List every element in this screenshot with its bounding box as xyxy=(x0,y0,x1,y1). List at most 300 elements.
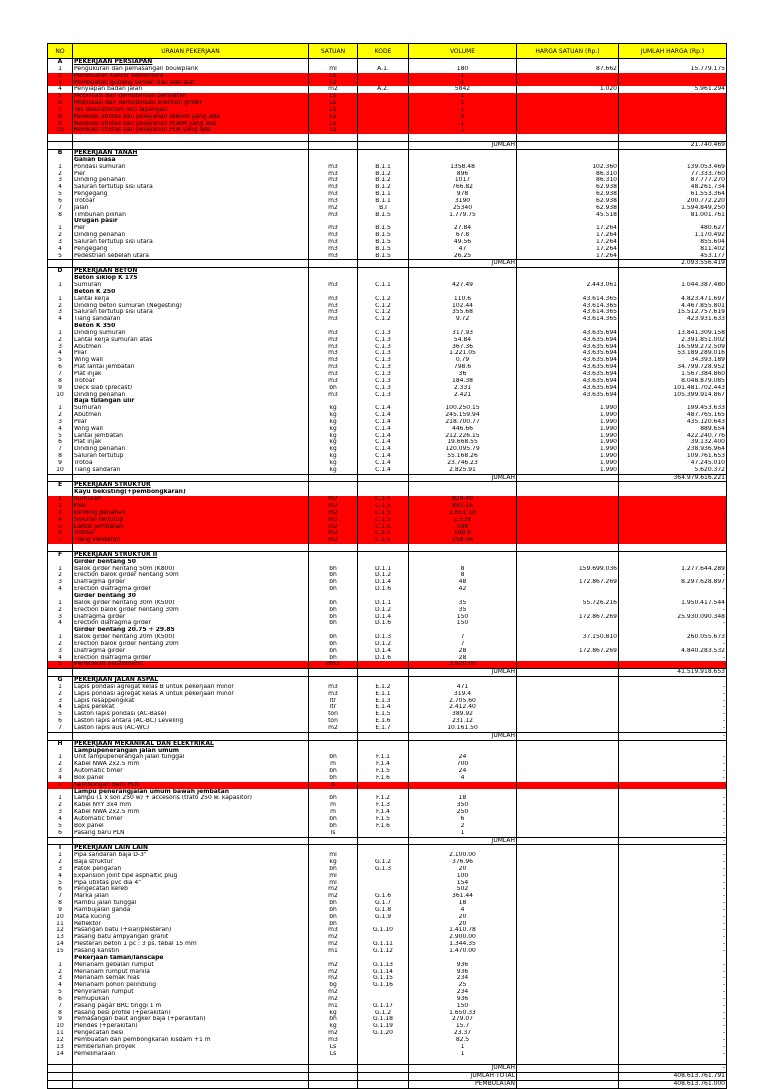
cell-volume xyxy=(409,789,517,796)
cell-no: 2 xyxy=(48,641,73,648)
cell-harga xyxy=(517,996,619,1003)
cell-satuan: m3 xyxy=(309,684,358,691)
cell-uraian: Timbunan pilihan xyxy=(73,212,309,219)
cell-harga: 1.990 xyxy=(517,419,619,426)
cell-volume xyxy=(409,544,517,551)
cell-no xyxy=(48,289,73,296)
cell-no: 5 xyxy=(48,989,73,996)
cell-jumlah: 423.931.633 xyxy=(619,316,727,323)
cell-jumlah: - xyxy=(619,754,727,761)
table-row xyxy=(48,866,727,873)
cell-satuan xyxy=(309,955,358,962)
cell-uraian xyxy=(73,669,309,677)
cell-kode: C.1.3 xyxy=(358,392,409,399)
cell-harga: 17.264 xyxy=(517,253,619,260)
cell-kode: G.1.14 xyxy=(358,969,409,976)
cell-jumlah: 1.950.417.544 xyxy=(619,600,727,607)
cell-volume: 798.6 xyxy=(409,364,517,371)
cell-jumlah xyxy=(619,275,727,282)
cell-no xyxy=(48,398,73,405)
cell-volume: 1 xyxy=(409,830,517,837)
table-row xyxy=(48,303,727,310)
table-row xyxy=(48,969,727,976)
cell-jumlah: 5.961.294 xyxy=(619,86,727,93)
cell-kode xyxy=(358,934,409,941)
cell-no: 3 xyxy=(48,419,73,426)
cell-jumlah: - xyxy=(619,975,727,982)
table-row xyxy=(48,579,727,586)
cell-volume: JUMLAH xyxy=(409,732,517,740)
cell-jumlah: - xyxy=(619,1003,727,1010)
cell-kode: C.1.4 xyxy=(358,467,409,474)
cell-satuan xyxy=(309,157,358,164)
subsection-row xyxy=(48,627,727,634)
cell-satuan: Ls xyxy=(309,121,358,128)
cell-volume: 234 xyxy=(409,989,517,996)
cell-uraian: Erection diafragma girder xyxy=(73,655,309,662)
cell-satuan: m3 xyxy=(309,350,358,357)
cell-jumlah: - xyxy=(619,661,727,668)
table-row xyxy=(48,73,727,80)
cell-uraian: Girder bentang 20.75 + 29.85 xyxy=(73,627,309,634)
cell-harga: 62.938 xyxy=(517,191,619,198)
cell-harga xyxy=(517,496,619,503)
cell-uraian xyxy=(73,142,309,150)
cell-volume: 8 xyxy=(409,566,517,573)
cell-harga xyxy=(517,482,619,489)
table-row xyxy=(48,927,727,934)
cell-no xyxy=(48,134,73,141)
cell-volume: 19.668.55 xyxy=(409,439,517,446)
cell-no: 12 xyxy=(48,1037,73,1044)
cell-kode: C.1.3 xyxy=(358,344,409,351)
cell-jumlah: - xyxy=(619,572,727,579)
cell-satuan: bh xyxy=(309,572,358,579)
cell-volume: 1.221.05 xyxy=(409,350,517,357)
cell-uraian: PEKERJAAN TANAH xyxy=(73,149,309,156)
cell-uraian xyxy=(73,732,309,740)
cell-uraian: PEKERJAAN MEKANIKAL DAN ELEKTRIKAL xyxy=(73,740,309,747)
table-row xyxy=(48,253,727,260)
cell-no: I xyxy=(48,845,73,852)
header-harga: HARGA SATUAN (Rp.) xyxy=(517,44,619,59)
cell-kode xyxy=(358,474,409,482)
subsection-row xyxy=(48,218,727,225)
cell-harga: 17.264 xyxy=(517,232,619,239)
cell-harga xyxy=(517,866,619,873)
cell-harga xyxy=(517,134,619,141)
cell-jumlah: - xyxy=(619,510,727,517)
cell-no: 9 xyxy=(48,1016,73,1023)
cell-harga xyxy=(517,934,619,941)
table-row xyxy=(48,239,727,246)
cell-kode: G.1.11 xyxy=(358,941,409,948)
cell-volume: 893.16 xyxy=(409,503,517,510)
cell-harga: 1.990 xyxy=(517,446,619,453)
cell-kode xyxy=(358,921,409,928)
cell-satuan: kg xyxy=(309,439,358,446)
cell-uraian: Pilar xyxy=(73,503,309,510)
cell-harga xyxy=(517,1073,619,1081)
cell-kode: B.1.5 xyxy=(358,225,409,232)
cell-volume: 27.84 xyxy=(409,225,517,232)
cell-kode: E.1.6 xyxy=(358,718,409,725)
cell-jumlah: 25.930.090.348 xyxy=(619,614,727,621)
cell-uraian: Pilar xyxy=(73,350,309,357)
table-row xyxy=(48,996,727,1003)
cell-jumlah: 101.481.702.443 xyxy=(619,385,727,392)
cell-harga xyxy=(517,620,619,627)
cell-kode xyxy=(358,782,409,789)
cell-uraian: Rambu jalan tunggal xyxy=(73,900,309,907)
section-title-row xyxy=(48,149,727,156)
cell-harga xyxy=(517,93,619,100)
spacer-row xyxy=(48,1058,727,1065)
cell-jumlah: 1.594.849.250 xyxy=(619,205,727,212)
cell-satuan: m xyxy=(309,761,358,768)
cell-jumlah xyxy=(619,482,727,489)
cell-satuan xyxy=(309,275,358,282)
cell-volume: 355.68 xyxy=(409,309,517,316)
table-row xyxy=(48,684,727,691)
cell-harga xyxy=(517,572,619,579)
cell-uraian: Beton siklop K 175 xyxy=(73,275,309,282)
cell-volume xyxy=(409,740,517,747)
cell-uraian: Dinding penahan xyxy=(73,510,309,517)
cell-harga xyxy=(517,268,619,275)
cell-harga xyxy=(517,782,619,789)
cell-no: 2 xyxy=(48,303,73,310)
table-row xyxy=(48,641,727,648)
cell-no: 7 xyxy=(48,725,73,732)
cell-volume: 7 xyxy=(409,634,517,641)
cell-uraian: Baja tulangan ulir xyxy=(73,398,309,405)
cell-kode xyxy=(358,289,409,296)
cell-harga: 43.635.694 xyxy=(517,392,619,399)
cell-uraian: Lantai jembatan xyxy=(73,524,309,531)
cell-volume: 896 xyxy=(409,171,517,178)
cell-uraian: Lapis resappengikat xyxy=(73,698,309,705)
cell-satuan xyxy=(309,1065,358,1073)
cell-satuan: bh xyxy=(309,648,358,655)
cell-no: 6 xyxy=(48,439,73,446)
table-row xyxy=(48,704,727,711)
cell-volume xyxy=(409,149,517,156)
cell-kode: D.1.6 xyxy=(358,586,409,593)
cell-jumlah: - xyxy=(619,698,727,705)
cell-jumlah xyxy=(619,121,727,128)
cell-jumlah: 4.823.471.697 xyxy=(619,296,727,303)
cell-no: 3 xyxy=(48,809,73,816)
cell-no xyxy=(48,1058,73,1065)
cell-jumlah: 199.453.633 xyxy=(619,405,727,412)
cell-satuan: kg xyxy=(309,405,358,412)
cell-uraian: Pier xyxy=(73,171,309,178)
cell-harga xyxy=(517,893,619,900)
cell-jumlah: - xyxy=(619,948,727,955)
header-volume: VOLUME xyxy=(409,44,517,59)
cell-kode xyxy=(358,830,409,837)
cell-jumlah: 8.048.879.085 xyxy=(619,378,727,385)
table-row xyxy=(48,802,727,809)
table-row xyxy=(48,859,727,866)
cell-satuan xyxy=(309,677,358,684)
cell-no: G xyxy=(48,677,73,684)
table-row xyxy=(48,989,727,996)
cell-volume: 3190 xyxy=(409,198,517,205)
cell-harga xyxy=(517,1003,619,1010)
cell-satuan xyxy=(309,289,358,296)
cell-satuan: bh xyxy=(309,907,358,914)
cell-kode: A.2. xyxy=(358,86,409,93)
cell-uraian: Erection diafragma girder xyxy=(73,586,309,593)
cell-uraian: Pengecatan besi xyxy=(73,1030,309,1037)
cell-uraian: Baja struktur xyxy=(73,859,309,866)
cell-satuan: m3 xyxy=(309,177,358,184)
cell-volume: 1.539 xyxy=(409,517,517,524)
cell-jumlah xyxy=(619,268,727,275)
cell-jumlah xyxy=(619,59,727,66)
cell-no: E xyxy=(48,482,73,489)
cell-kode: C.1.2 xyxy=(358,309,409,316)
table-row xyxy=(48,86,727,93)
cell-volume: 110.6 xyxy=(409,296,517,303)
cell-harga xyxy=(517,260,619,268)
cell-jumlah: - xyxy=(619,607,727,614)
cell-volume: 2.900.00 xyxy=(409,934,517,941)
cell-volume: 49.56 xyxy=(409,239,517,246)
cell-harga: 172.867.269 xyxy=(517,614,619,621)
cell-uraian: Plat injak xyxy=(73,439,309,446)
cell-satuan: bh xyxy=(309,754,358,761)
cell-no: 5 xyxy=(48,823,73,830)
cell-harga xyxy=(517,1023,619,1030)
cell-harga xyxy=(517,1037,619,1044)
cell-uraian: Dinding penahan xyxy=(73,177,309,184)
cell-harga xyxy=(517,1016,619,1023)
cell-no: 4 xyxy=(48,586,73,593)
cell-no xyxy=(48,489,73,496)
cell-uraian: Galian biasa xyxy=(73,157,309,164)
table-row xyxy=(48,907,727,914)
cell-volume: 20 xyxy=(409,914,517,921)
cell-jumlah: - xyxy=(619,586,727,593)
cell-kode: C.1.4 xyxy=(358,426,409,433)
cell-harga xyxy=(517,809,619,816)
cell-harga: 62.938 xyxy=(517,205,619,212)
cell-harga: 17.264 xyxy=(517,225,619,232)
cell-jumlah: - xyxy=(619,1051,727,1058)
cell-no xyxy=(48,955,73,962)
cell-uraian: Pengegang xyxy=(73,246,309,253)
cell-satuan: bg xyxy=(309,982,358,989)
cell-jumlah: 408.613.761.000 xyxy=(619,1081,727,1089)
cell-jumlah: - xyxy=(619,859,727,866)
cell-kode: G.1.6 xyxy=(358,893,409,900)
cell-no: 1 xyxy=(48,405,73,412)
cell-jumlah: 34.799.728.952 xyxy=(619,364,727,371)
cell-jumlah: 811.402 xyxy=(619,246,727,253)
cell-satuan: m2 xyxy=(309,989,358,996)
cell-no: 1 xyxy=(48,296,73,303)
table-row xyxy=(48,357,727,364)
cell-harga: 1.990 xyxy=(517,460,619,467)
cell-volume: 700 xyxy=(409,761,517,768)
cell-kode: D.1.3 xyxy=(358,634,409,641)
cell-satuan: bh xyxy=(309,607,358,614)
cell-jumlah: 34.393.189 xyxy=(619,357,727,364)
cell-kode: A.1. xyxy=(358,66,409,73)
cell-kode: C.1.5 xyxy=(358,496,409,503)
cell-no: 6 xyxy=(48,530,73,537)
cell-volume: 20 xyxy=(409,921,517,928)
cell-kode: D.1.1 xyxy=(358,566,409,573)
cell-kode: F.1.2 xyxy=(358,795,409,802)
cell-volume: 189.6 xyxy=(409,530,517,537)
cell-satuan: kg xyxy=(309,859,358,866)
cell-jumlah xyxy=(619,80,727,87)
cell-uraian: Balok girder hentang 20m (K500) xyxy=(73,634,309,641)
cell-kode: C.1.4 xyxy=(358,419,409,426)
cell-jumlah: - xyxy=(619,775,727,782)
cell-harga xyxy=(517,975,619,982)
table-row xyxy=(48,921,727,928)
cell-harga xyxy=(517,698,619,705)
cell-harga xyxy=(517,289,619,296)
cell-no: 2 xyxy=(48,572,73,579)
cell-harga: 43.635.694 xyxy=(517,344,619,351)
cell-jumlah: 5.620.372 xyxy=(619,467,727,474)
cell-jumlah: - xyxy=(619,809,727,816)
cell-satuan: m2 xyxy=(309,1030,358,1037)
cell-satuan xyxy=(309,142,358,150)
cell-harga xyxy=(517,830,619,837)
cell-harga: 17.264 xyxy=(517,239,619,246)
cell-satuan xyxy=(309,134,358,141)
table-row xyxy=(48,171,727,178)
cell-volume: 100.250.15 xyxy=(409,405,517,412)
cell-volume: 48 xyxy=(409,579,517,586)
cell-jumlah: 16.599.272.509 xyxy=(619,344,727,351)
table-row xyxy=(48,775,727,782)
cell-harga: 43.635.694 xyxy=(517,364,619,371)
cell-uraian: Lampu penerangjalan umum bawah jembatan xyxy=(73,789,309,796)
cell-satuan xyxy=(309,593,358,600)
cell-harga xyxy=(517,510,619,517)
cell-kode xyxy=(358,121,409,128)
cell-no: 9 xyxy=(48,385,73,392)
cell-harga xyxy=(517,593,619,600)
cell-harga: 43.614.365 xyxy=(517,303,619,310)
table-row xyxy=(48,718,727,725)
cell-satuan: kg xyxy=(309,1023,358,1030)
cell-satuan: Ls xyxy=(309,73,358,80)
cell-harga xyxy=(517,775,619,782)
cell-jumlah: 453.177 xyxy=(619,253,727,260)
cell-jumlah: - xyxy=(619,496,727,503)
cell-jumlah: 8.297.628.897 xyxy=(619,579,727,586)
cell-jumlah: 2.391.851.002 xyxy=(619,337,727,344)
cell-satuan: bh xyxy=(309,641,358,648)
cell-volume xyxy=(409,134,517,141)
cell-harga: 86.310 xyxy=(517,171,619,178)
cell-no xyxy=(48,323,73,330)
table-row xyxy=(48,114,727,121)
cell-jumlah: - xyxy=(619,907,727,914)
cell-kode: E.1.5 xyxy=(358,711,409,718)
cell-jumlah: 1.044.387.480 xyxy=(619,282,727,289)
cell-jumlah: 13.841.309.158 xyxy=(619,330,727,337)
cell-volume: 598 xyxy=(409,524,517,531)
cell-uraian: Pemupukan xyxy=(73,996,309,1003)
cell-satuan xyxy=(309,398,358,405)
cell-uraian: Kabel NWA 2x2.5 mm xyxy=(73,761,309,768)
cell-jumlah: - xyxy=(619,503,727,510)
cell-kode xyxy=(358,748,409,755)
table-row xyxy=(48,80,727,87)
total-row xyxy=(48,142,727,150)
cell-no: 1 xyxy=(48,600,73,607)
cell-jumlah: - xyxy=(619,989,727,996)
cell-harga xyxy=(517,218,619,225)
cell-satuan: bh xyxy=(309,816,358,823)
cell-kode: G.1.2 xyxy=(358,1010,409,1017)
subsection-row xyxy=(48,789,727,796)
cell-satuan: m2 xyxy=(309,969,358,976)
cell-jumlah xyxy=(619,218,727,225)
cell-jumlah: 422.240.776 xyxy=(619,433,727,440)
table-row xyxy=(48,205,727,212)
cell-satuan xyxy=(309,1073,358,1081)
cell-satuan: bh xyxy=(309,823,358,830)
cell-no: 1 xyxy=(48,852,73,859)
cell-satuan: bh xyxy=(309,586,358,593)
cell-satuan: ltr xyxy=(309,704,358,711)
cell-no: 5 xyxy=(48,93,73,100)
cell-harga xyxy=(517,489,619,496)
cell-no: 6 xyxy=(48,718,73,725)
cell-satuan xyxy=(309,218,358,225)
cell-harga xyxy=(517,691,619,698)
cell-kode xyxy=(358,489,409,496)
cell-harga xyxy=(517,704,619,711)
cell-kode: D.1.4 xyxy=(358,579,409,586)
cell-volume: 0.79 xyxy=(409,357,517,364)
table-row xyxy=(48,212,727,219)
cell-kode xyxy=(358,73,409,80)
cell-satuan: m3 xyxy=(309,191,358,198)
cell-jumlah: - xyxy=(619,927,727,934)
cell-uraian: Pemasangan baut angker baja (+perakitan) xyxy=(73,1016,309,1023)
cell-jumlah: - xyxy=(619,761,727,768)
cell-satuan: m2 xyxy=(309,510,358,517)
cell-kode xyxy=(358,627,409,634)
cell-satuan: m3 xyxy=(309,198,358,205)
table-row xyxy=(48,66,727,73)
cell-satuan: bh xyxy=(309,795,358,802)
cell-jumlah: - xyxy=(619,768,727,775)
cell-jumlah: - xyxy=(619,782,727,789)
cell-harga xyxy=(517,1065,619,1073)
cell-uraian xyxy=(73,544,309,551)
cell-jumlah: - xyxy=(619,969,727,976)
cell-harga: 172.867.269 xyxy=(517,648,619,655)
cell-harga: 37.150.810 xyxy=(517,634,619,641)
cell-volume xyxy=(409,748,517,755)
table-row xyxy=(48,768,727,775)
cell-kode: D.1.4 xyxy=(358,614,409,621)
cell-jumlah: - xyxy=(619,886,727,893)
